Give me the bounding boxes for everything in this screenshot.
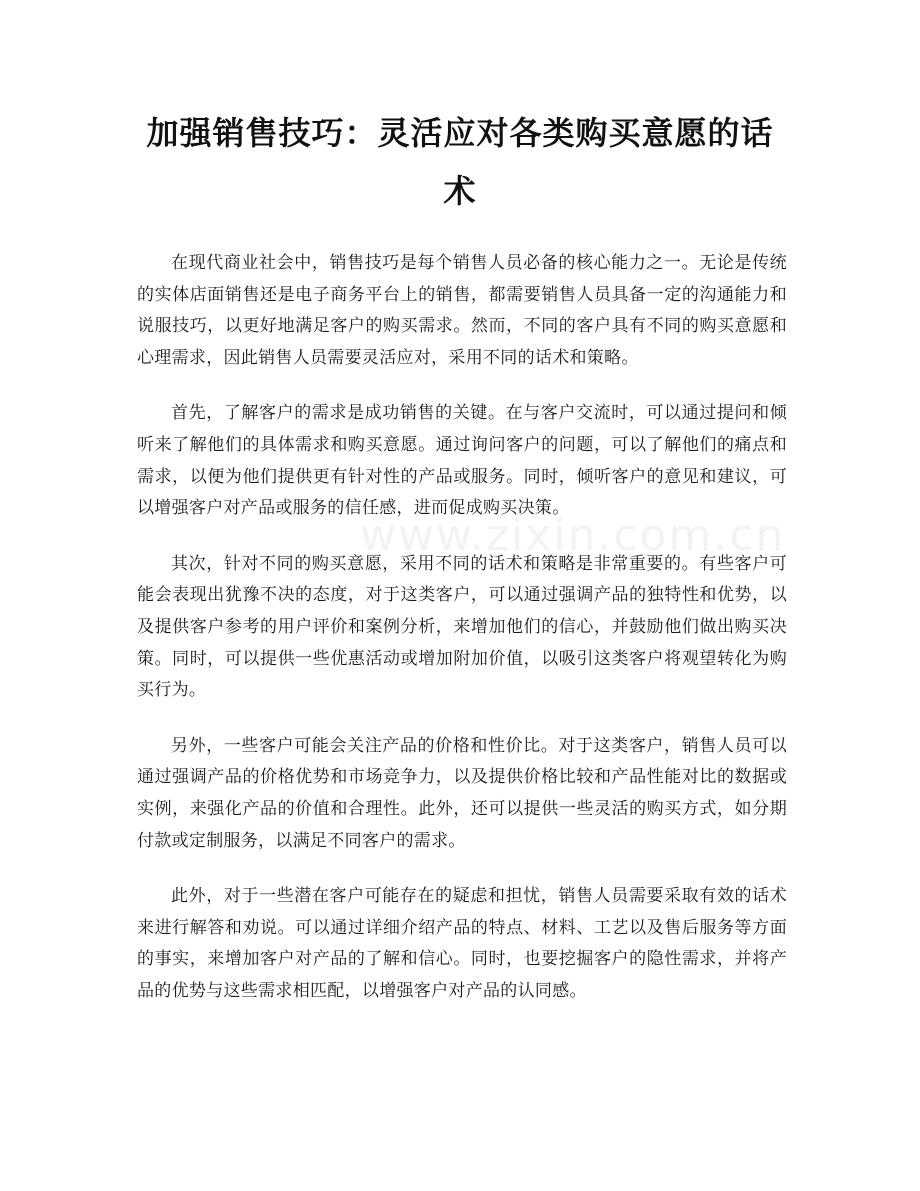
document-body <box>137 248 787 1031</box>
document-title: 加强销售技巧：灵活应对各类购买意愿的话术 <box>146 114 774 210</box>
paragraph: 首先，了解客户的需求是成功销售的关键。在与客户交流时，可以通过提问和倾听来了解他们的具体需求和购买意愿。通过询问客户的问题，可以了解他们的痛点和需求，以便为他们提供更有针对性的产品或服务。同时，倾听客户的意见和建议，可以增强客户对产品或服务的信任感，进而促成购买决策。 <box>137 403 787 519</box>
watermark: www.zixin.com.cn <box>360 510 786 561</box>
paragraph: 其次，针对不同的购买意愿，采用不同的话术和策略是非常重要的。有些客户可能会表现出犹豫不决的态度，对于这类客户，可以通过强调产品的独特性和优势，以及提供客户参考的用户评价和案例分析，来增加他们的信心，并鼓励他们做出购买决策。同时，可以提供一些优惠活动或增加附加价值，以吸引这类客户将观望转化为购买行为。 <box>137 553 787 701</box>
paragraph: 在现代商业社会中，销售技巧是每个销售人员必备的核心能力之一。无论是传统的实体店面销售还是电子商务平台上的销售，都需要销售人员具备一定的沟通能力和说服技巧，以更好地满足客户的购买需求。然而，不同的客户具有不同的购买意愿和心理需求，因此销售人员需要灵活应对，采用不同的话术和策略。 <box>137 253 787 368</box>
paragraph: 此外，对于一些潜在客户可能存在的疑虑和担忧，销售人员需要采取有效的话术来进行解答和劝说。可以通过详细介绍产品的特点、材料、工艺以及售后服务等方面的事实，来增加客户对产品的了解和信心。同时，也要挖掘客户的隐性需求，并将产品的优势与这些需求相匹配，以增强客户对产品的认同感。 <box>137 886 787 1001</box>
paragraph: 另外，一些客户可能会关注产品的价格和性价比。对于这类客户，销售人员可以通过强调产品的价格优势和市场竞争力，以及提供价格比较和产品性能对比的数据或实例，来强化产品的价值和合理性。此外，还可以提供一些灵活的购买方式，如分期付款或定制服务，以满足不同客户的需求。 <box>137 735 787 851</box>
